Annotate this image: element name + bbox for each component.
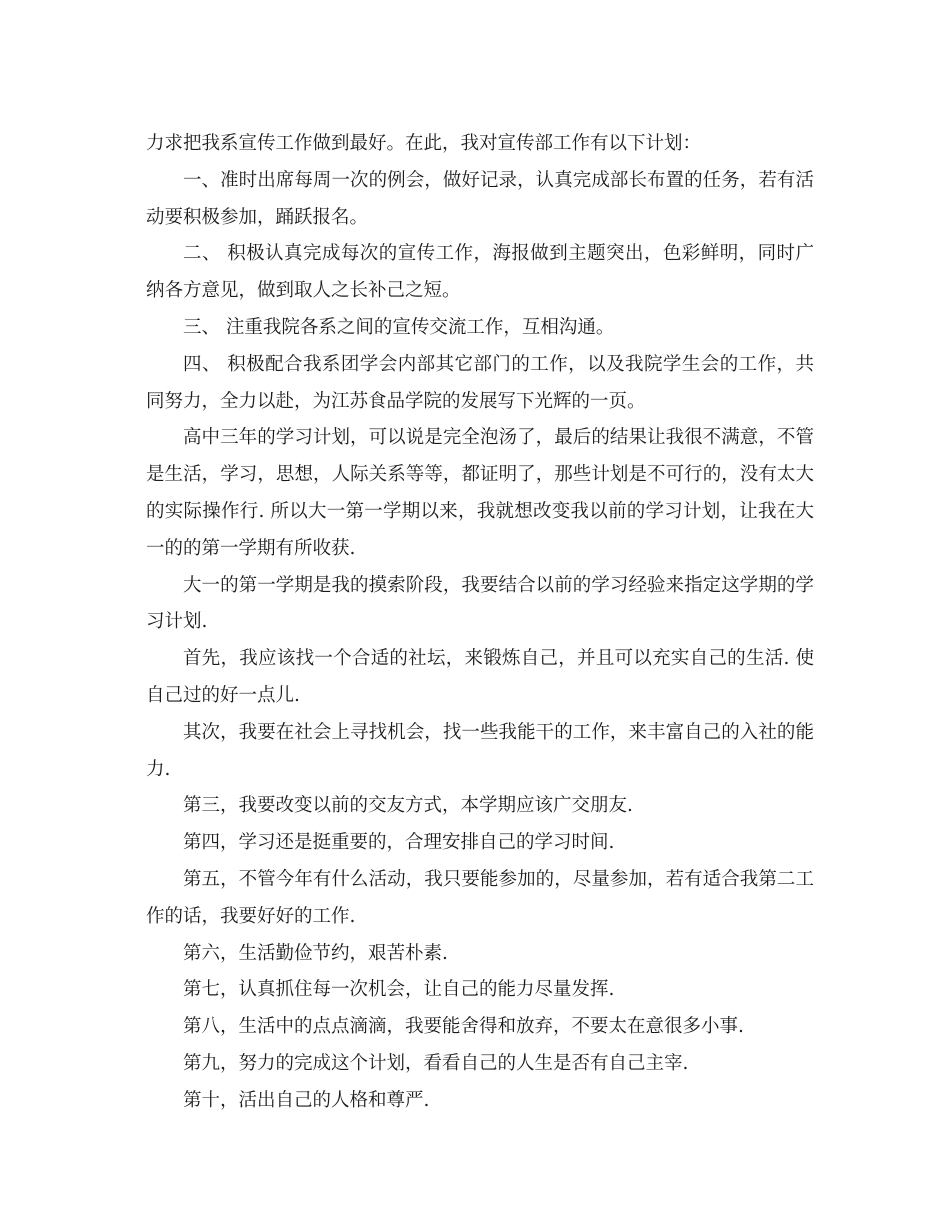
paragraph-first-semester: 大一的第一学期是我的摸索阶段，我要结合以前的学习经验来指定这学期的学习计划. xyxy=(146,574,814,633)
paragraph-plan-3: 三、 注重我院各系之间的宣传交流工作，互相沟通。 xyxy=(183,316,615,338)
paragraph-high-school-reflection: 高中三年的学习计划，可以说是完全泡汤了，最后的结果让我很不满意，不管是生活，学习，思想，人际关系等等，都证明了，那些计划是不可行的，没有太大的实际操作行. 所以大一第一学期以来，我就想改变我以前的学习计划，让我在大一的的第一学期有所收获. xyxy=(146,427,814,559)
paragraph-first-point: 首先，我应该找一个合适的社坛，来锻炼自己，并且可以充实自己的生活. 使自己过的好一点儿. xyxy=(146,648,814,706)
paragraph-intro: 力求把我系宣传工作做到最好。在此，我对宣传部工作有以下计划： xyxy=(146,133,702,154)
paragraph-second-point: 其次，我要在社会上寻找机会，找一些我能干的工作，来丰富自己的入社的能力. xyxy=(146,721,814,780)
paragraph-seventh-point: 第七，认真抓住每一次机会，让自己的能力尽量发挥. xyxy=(183,979,615,1001)
paragraph-ninth-point: 第九，努力的完成这个计划，看看自己的人生是否有自己主宰. xyxy=(183,1052,689,1074)
paragraph-eighth-point: 第八，生活中的点点滴滴，我要能舍得和放弃，不要太在意很多小事. xyxy=(183,1016,744,1038)
paragraph-fifth-point: 第五，不管今年有什么活动，我只要能参加的，尽量参加，若有适合我第二工作的话，我要好好的工作. xyxy=(146,868,814,927)
paragraph-third-point: 第三，我要改变以前的交友方式，本学期应该广交朋友. xyxy=(183,795,633,817)
paragraph-tenth-point: 第十，活出自己的人格和尊严. xyxy=(183,1089,430,1111)
paragraph-fourth-point: 第四，学习还是挺重要的，合理安排自己的学习时间. xyxy=(183,832,615,854)
paragraph-plan-2: 二、 积极认真完成每次的宣传工作，海报做到主题突出，色彩鲜明，同时广纳各方意见，做到取人之长补己之短。 xyxy=(146,243,814,302)
paragraph-plan-4: 四、 积极配合我系团学会内部其它部门的工作，以及我院学生会的工作，共同努力，全力以赴，为江苏食品学院的发展写下光辉的一页。 xyxy=(146,353,814,412)
paragraph-plan-1: 一、准时出席每周一次的例会，做好记录，认真完成部长布置的任务，若有活动要积极参加，踊跃报名。 xyxy=(146,169,814,228)
paragraph-sixth-point: 第六，生活勤俭节约，艰苦朴素. xyxy=(183,942,448,964)
document-body xyxy=(146,126,814,1120)
